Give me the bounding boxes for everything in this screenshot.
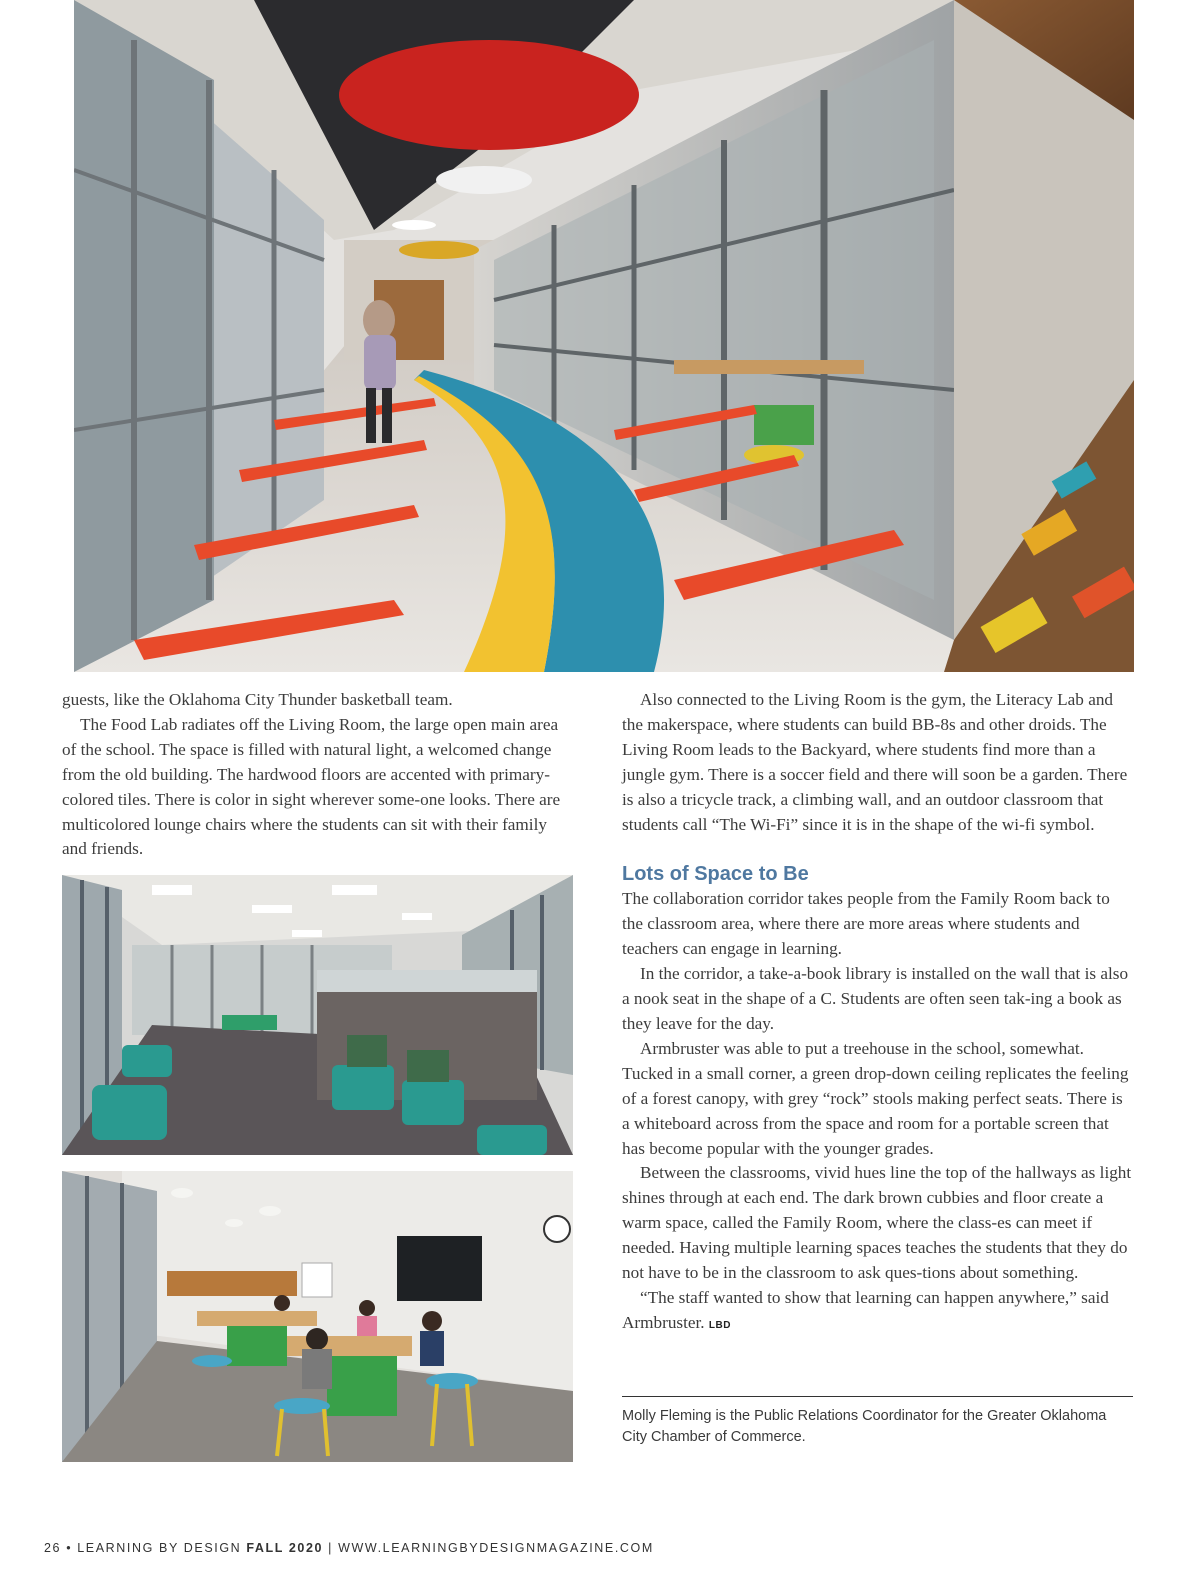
- website-link[interactable]: WWW.LEARNINGBYDESIGNMAGAZINE.COM: [338, 1541, 654, 1555]
- corridor-photo: [74, 0, 1134, 672]
- body-paragraph: The collaboration corridor takes people from the Family Room back to the classroom area, where there are more areas where students and teachers can engage in learning.: [622, 889, 1110, 959]
- closing-paragraph: [622, 1286, 1134, 1339]
- author-bio: Molly Fleming is the Public Relations Coordinator for the Greater Oklahoma City Chamber of Commerce.: [622, 1408, 1107, 1445]
- body-paragraph: Between the classrooms, vivid hues line the top of the hallways as light shines through at each end. The dark brown cubbies and floor create a warm space, called the Family Room, where the class-es can meet if needed. Having multiple learning spaces teaches the students that they do not have to be in the classroom to ask ques-tions about something.: [622, 1163, 1132, 1283]
- left-column: [62, 688, 574, 862]
- bio-divider: [622, 1396, 1133, 1397]
- right-column: [622, 688, 1134, 1339]
- body-paragraph: In the corridor, a take-a-book library is installed on the wall that is also a nook seat in the shape of a C. Students are often seen tak-ing a book as they leave for the day.: [622, 964, 1129, 1033]
- footer-separator: |: [328, 1541, 333, 1555]
- magazine-name: LEARNING BY DESIGN: [77, 1541, 242, 1555]
- body-paragraph: guests, like the Oklahoma City Thunder basketball team.: [62, 690, 453, 709]
- issue-label: FALL 2020: [246, 1541, 324, 1555]
- footer-bullet: •: [66, 1541, 73, 1555]
- body-paragraph: The Food Lab radiates off the Living Room, the large open main area of the school. The space is filled with natural light, a welcomed change from the old building. The hardwood floors are accented with primary-colored tiles. There is color in sight wherever some-one looks. There are multicolored lounge chairs where the students can sit with their family and friends.: [62, 714, 561, 859]
- section-subheading: Lots of Space to Be: [622, 863, 809, 886]
- body-paragraph: Armbruster was able to put a treehouse in the school, somewhat. Tucked in a small corner, a green drop-down ceiling replicates the feeling of a forest canopy, with grey “rock” stools making perfect seats. There is a whiteboard across from the space and room for a portable screen that has become popular with the younger grades.: [622, 1038, 1129, 1158]
- body-paragraph: Also connected to the Living Room is the gym, the Literacy Lab and the makerspace, where students can build BB-8s and other droids. The Living Room leads to the Backyard, where students find more than a jungle gym. There is a soccer field and there will soon be a garden. There is also a tricycle track, a climbing wall, and an outdoor classroom that students call “The Wi-Fi” since it is in the shape of the wi-fi symbol.: [622, 690, 1128, 834]
- closing-text: “The staff wanted to show that learning can happen anywhere,” said Armbruster.: [622, 1287, 1109, 1332]
- page-number: 26: [44, 1541, 62, 1555]
- classroom-photo: [62, 1171, 573, 1462]
- lounge-photo: [62, 875, 573, 1155]
- end-mark: LBD: [708, 1319, 731, 1331]
- page-footer: [44, 1541, 654, 1555]
